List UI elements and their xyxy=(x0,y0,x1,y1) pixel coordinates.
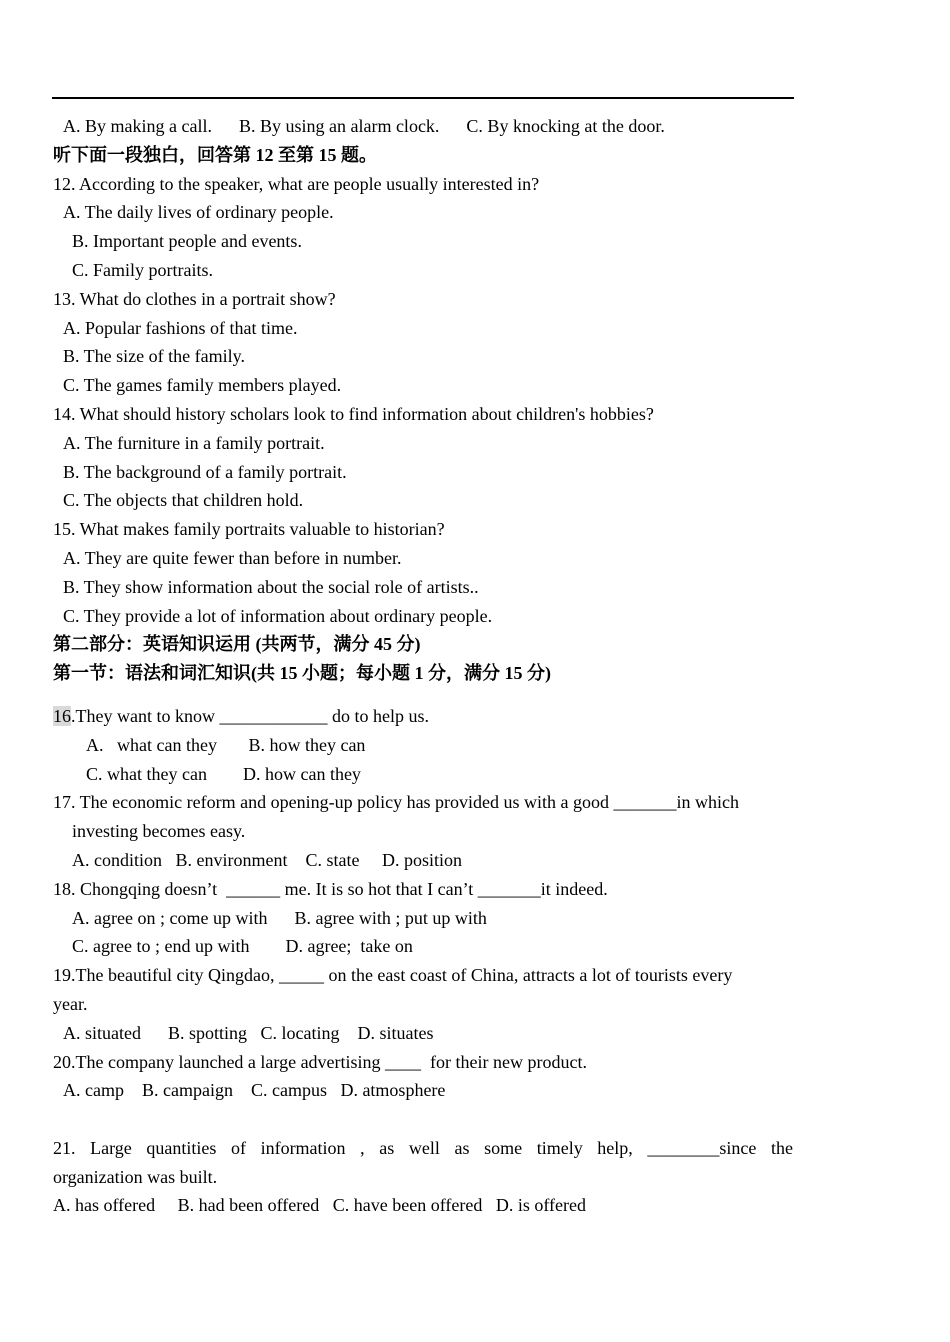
q11-options: A. By making a call. B. By using an alarm clock. C. By knocking at the door. xyxy=(63,116,665,136)
q20-stem: 20.The company launched a large advertising ____ for their new product. xyxy=(53,1051,587,1072)
question-18 xyxy=(53,875,793,961)
q12-option-b: B. Important people and events. xyxy=(72,231,302,252)
q21-stem-line1: 21. Large quantities of information , as well as some timely help, ________since the xyxy=(53,1137,793,1158)
q12-option-c: C. Family portraits. xyxy=(72,259,213,280)
header-rule xyxy=(52,97,794,99)
q16-number: 16 xyxy=(53,705,71,726)
q17-stem-line1: 17. The economic reform and opening-up policy has provided us with a good _______in which xyxy=(53,792,740,813)
question-12 xyxy=(53,170,793,285)
q17-stem-line2: investing becomes easy. xyxy=(72,821,246,842)
q15-option-b: B. They show information about the social role of artists.. xyxy=(63,576,479,597)
exam-page xyxy=(53,112,793,1220)
question-17 xyxy=(53,788,793,874)
q13-option-c: C. The games family members played. xyxy=(63,375,342,396)
q12-stem: 12. According to the speaker, what are people usually interested in? xyxy=(53,173,540,194)
spacer xyxy=(53,688,793,702)
q14-option-c: C. The objects that children hold. xyxy=(63,490,304,511)
q15-option-a: A. They are quite fewer than before in number. xyxy=(63,547,402,568)
q19-options: A. situated B. spotting C. locating D. situates xyxy=(63,1022,434,1043)
q15-stem: 15. What makes family portraits valuable to historian? xyxy=(53,519,445,540)
q14-option-b: B. The background of a family portrait. xyxy=(63,461,347,482)
question-14 xyxy=(53,400,793,515)
q21-options: A. has offered B. had been offered C. have been offered D. is offered xyxy=(53,1195,586,1216)
listening-section-heading: 听下面一段独白，回答第 12 至第 15 题。 xyxy=(53,144,377,165)
q14-stem: 14. What should history scholars look to find information about children's hobbies? xyxy=(53,403,654,424)
q21-stem-line2: organization was built. xyxy=(53,1166,218,1187)
q18-options-row1: A. agree on ; come up with B. agree with ; put up with xyxy=(72,907,487,928)
question-20 xyxy=(53,1048,793,1106)
q13-stem: 13. What do clothes in a portrait show? xyxy=(53,288,336,309)
spacer xyxy=(53,1105,793,1134)
question-16 xyxy=(53,702,793,788)
q18-stem: 18. Chongqing doesn’t ______ me. It is so hot that I can’t _______it indeed. xyxy=(53,878,608,899)
q18-options-row2: C. agree to ; end up with D. agree; take on xyxy=(72,936,413,957)
question-19 xyxy=(53,961,793,1047)
q20-options: A. camp B. campaign C. campus D. atmosphere xyxy=(63,1080,446,1101)
question-15 xyxy=(53,515,793,630)
q16-options-row2: C. what they can D. how can they xyxy=(86,763,361,784)
q16-stem xyxy=(53,702,793,731)
q16-stem-text: .They want to know ____________ do to help us. xyxy=(71,705,429,726)
part2-section1-heading: 第一节：语法和词汇知识(共 15 小题；每小题 1 分，满分 15 分) xyxy=(53,663,551,684)
q16-options-row1: A. what can they B. how they can xyxy=(86,734,366,755)
q17-options: A. condition B. environment C. state D. position xyxy=(72,849,462,870)
part2-heading: 第二部分：英语知识运用 (共两节，满分 45 分) xyxy=(53,634,421,655)
q19-stem-line1: 19.The beautiful city Qingdao, _____ on the east coast of China, attracts a lot of tourists every xyxy=(53,965,733,986)
question-21 xyxy=(53,1134,793,1220)
q12-option-a: A. The daily lives of ordinary people. xyxy=(63,202,334,223)
q14-option-a: A. The furniture in a family portrait. xyxy=(63,432,325,453)
q19-stem-line2: year. xyxy=(53,993,88,1014)
q13-option-b: B. The size of the family. xyxy=(63,346,245,367)
q15-option-c: C. They provide a lot of information about ordinary people. xyxy=(63,605,493,626)
q13-option-a: A. Popular fashions of that time. xyxy=(63,317,298,338)
question-13 xyxy=(53,285,793,400)
